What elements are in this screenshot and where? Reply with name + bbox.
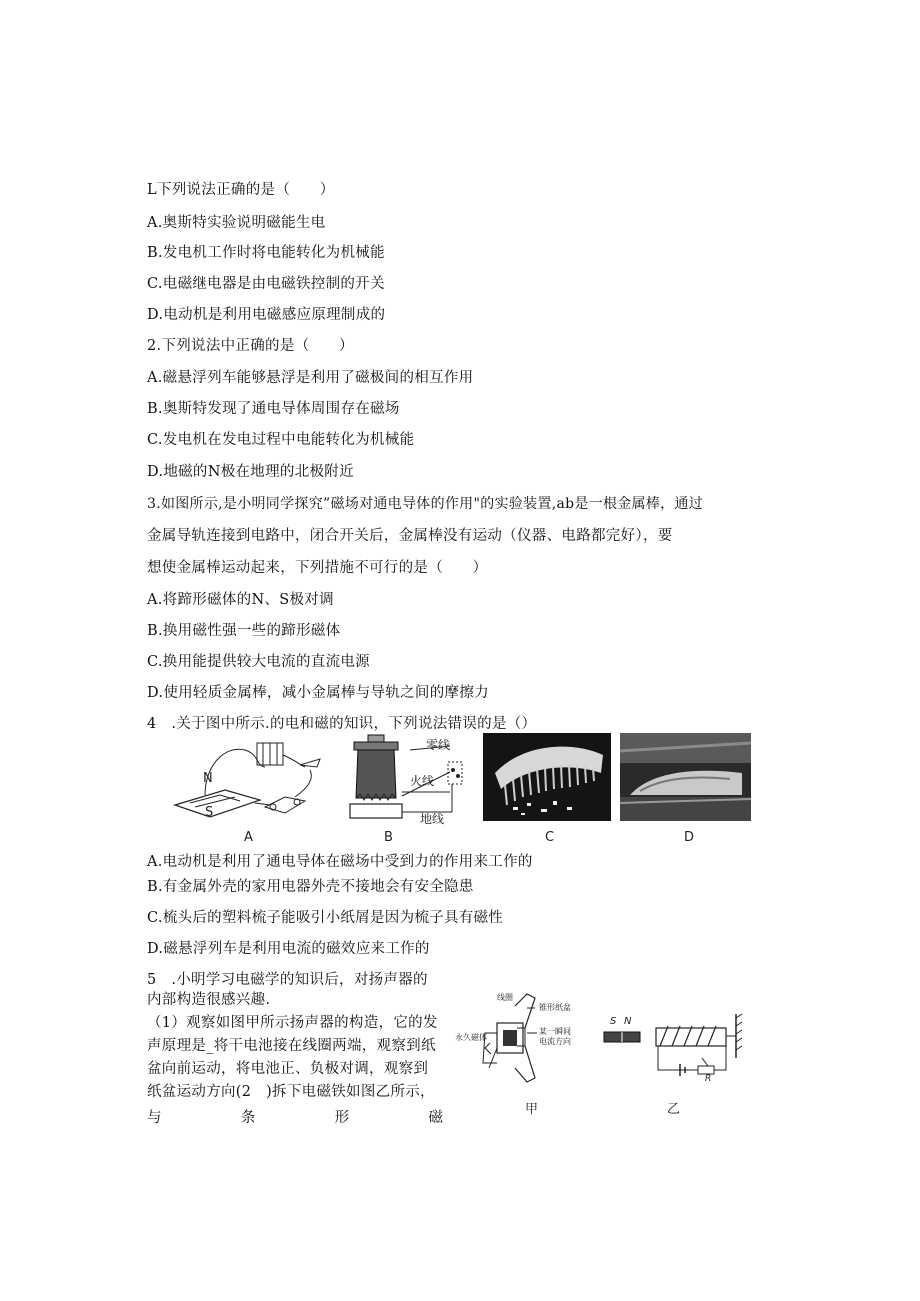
q5-line-7 <box>147 1108 443 1128</box>
q2-option-b: B.奥斯特发现了通电导体周围存在磁场 <box>147 401 400 417</box>
q2-option-a: A.磁悬浮列车能够悬浮是利用了磁极间的相互作用 <box>147 370 474 386</box>
q1-option-a: A.奥斯特实验说明磁能生电 <box>147 215 326 231</box>
q4-figure-b-ground-label: 地线 <box>420 812 445 826</box>
q1-option-b: B.发电机工作时将电能转化为机械能 <box>147 245 385 261</box>
q4-option-d: D.磁悬浮列车是利用电流的磁效应来工作的 <box>147 941 430 957</box>
q5-line-3: （1）观察如图甲所示扬声器的构造，它的发 <box>147 1015 438 1031</box>
q4-option-b: B.有金属外壳的家用电器外壳不接地会有安全隐患 <box>147 879 474 895</box>
q5-line-5: 盆向前运动，将电池正、负极对调，观察到 <box>147 1061 429 1077</box>
q1-option-d: D.电动机是利用电磁感应原理制成的 <box>147 307 386 323</box>
q5-line-4: 声原理是_将干电池接在线圈两端，观察到纸 <box>147 1038 436 1054</box>
q5-jia-current-label: 电流方向 <box>539 1037 571 1046</box>
q5-jia-instant-label: 某一瞬间 <box>539 1027 571 1036</box>
q5-yi-resistor-label: R <box>705 1074 712 1084</box>
q4-figure-c-caption: C <box>545 830 555 845</box>
q5-line-1: 5 .小明学习电磁学的知识后，对扬声器的 <box>147 972 428 988</box>
q5-figure-yi <box>600 1012 745 1092</box>
q1-stem: L下列说法正确的是（ ） <box>147 182 335 198</box>
q4-figure-a-caption: A <box>244 830 253 845</box>
q4-figure-d-caption: D <box>684 830 695 845</box>
q5-word-2: 条 <box>240 1110 256 1126</box>
q5-yi-south-label: S <box>610 1016 617 1027</box>
q4-figure-c <box>483 733 611 821</box>
q4-figure-b-neutral-label: 零线 <box>426 738 451 752</box>
q5-figure-yi-caption: 乙 <box>667 1102 681 1117</box>
q2-stem: 2.下列说法中正确的是（ ） <box>147 338 354 354</box>
q3-option-d: D.使用轻质金属棒，减小金属棒与导轨之间的摩擦力 <box>147 685 489 701</box>
q4-stem: 4 .关于图中所示.的电和磁的知识，下列说法错误的是（） <box>147 716 537 732</box>
q3-option-a: A.将蹄形磁体的N、S极对调 <box>147 592 334 608</box>
q3-stem-line-1: 3.如图所示,是小明同学探究”磁场对通电导体的作用"的实验装置,ab是一根金属棒，通过 <box>147 496 704 512</box>
q5-figure-jia-caption: 甲 <box>525 1102 539 1117</box>
q4-figure-a-north-label: N <box>203 771 213 786</box>
q5-jia-coil-label: 线圈 <box>497 993 513 1002</box>
motor-apparatus-drawing <box>165 735 325 830</box>
q5-jia-magnet-label: 永久磁体 <box>455 1033 487 1042</box>
q5-figure-jia <box>455 988 590 1088</box>
q5-word-1: 与 <box>147 1110 162 1126</box>
q2-option-d: D.地磁的N极在地理的北极附近 <box>147 464 354 480</box>
q2-option-c: C.发电机在发电过程中电能转化为机械能 <box>147 432 415 448</box>
q4-figure-d <box>620 733 751 821</box>
q4-option-c: C.梳头后的塑料梳子能吸引小纸屑是因为梳子具有磁性 <box>147 910 504 926</box>
q4-figure-b <box>340 732 470 827</box>
comb-photo-drawing <box>483 733 611 821</box>
q4-figure-b-caption: B <box>384 830 393 845</box>
q4-figure-a-south-label: S <box>205 805 214 820</box>
q5-word-3: 形 <box>334 1110 350 1126</box>
q4-option-a: A.电动机是利用了通电导体在磁场中受到力的作用来工作的 <box>147 854 533 870</box>
electromagnet-drawing <box>600 1012 745 1092</box>
q5-yi-north-label: N <box>624 1016 632 1027</box>
q5-jia-cone-label: 锥形纸盆 <box>539 1003 571 1012</box>
q3-option-b: B.换用磁性强一些的蹄形磁体 <box>147 623 341 639</box>
q5-word-4: 磁 <box>428 1110 443 1126</box>
q3-option-c: C.换用能提供较大电流的直流电源 <box>147 654 370 670</box>
grounded-appliance-drawing <box>340 732 470 827</box>
q5-line-2: 内部构造很感兴趣. <box>147 992 271 1008</box>
q4-figure-b-live-label: 火线 <box>410 774 435 788</box>
q5-line-6: 纸盆运动方向(2 )拆下电磁铁如图乙所示， <box>147 1084 435 1100</box>
maglev-train-photo-drawing <box>620 733 751 821</box>
q3-stem-line-3: 想使金属棒运动起来，下列措施不可行的是（ ） <box>147 560 488 576</box>
q3-stem-line-2: 金属导轨连接到电路中，闭合开关后，金属棒没有运动（仪器、电路都完好），要 <box>147 528 673 544</box>
q1-option-c: C.电磁继电器是由电磁铁控制的开关 <box>147 276 385 292</box>
q4-figure-a <box>165 735 325 830</box>
